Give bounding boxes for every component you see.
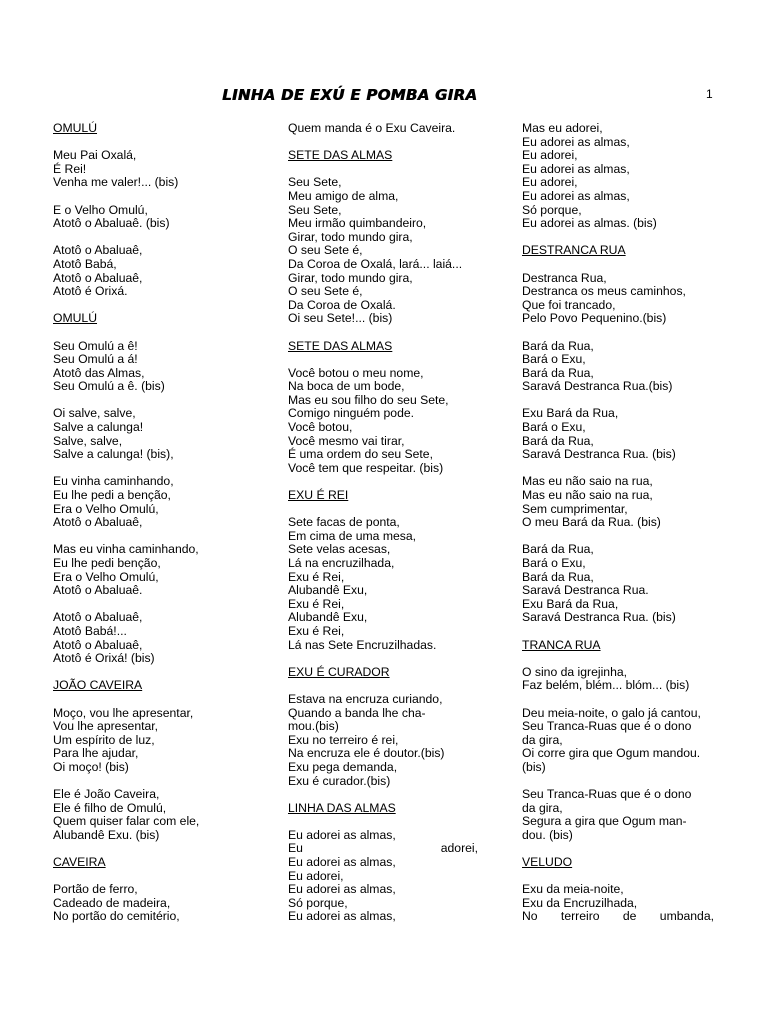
text-column-3 xyxy=(522,122,714,938)
verse-stanza xyxy=(522,666,714,693)
verse-stanza xyxy=(53,883,241,924)
verse-line: Eu adorei, xyxy=(522,148,578,163)
verse-line: Salve a calunga! (bis), xyxy=(53,447,174,462)
verse-line: O sino da igrejinha, xyxy=(522,664,628,679)
verse-line: Mas eu não saio na rua, xyxy=(522,488,653,503)
verse-line: Seu Omulú a á! xyxy=(53,352,138,367)
verse-line: Seu Omulú a ê. (bis) xyxy=(53,379,165,394)
verse-line: Atotô o Abaluaê. xyxy=(53,583,143,598)
verse-line: Eu adorei as almas, xyxy=(522,134,630,149)
song-heading: EXU É REI xyxy=(288,488,349,503)
song-heading: OMULÚ xyxy=(53,311,98,326)
verse-stanza xyxy=(53,543,241,597)
verse-line: Sete facas de ponta, xyxy=(288,515,400,530)
page-number: 1 xyxy=(706,87,713,101)
verse-line: Da Coroa de Oxalá, lará... laiá... xyxy=(288,256,463,271)
verse-stanza xyxy=(53,149,241,190)
verse-line: O seu Sete é, xyxy=(288,284,363,299)
verse-line: Bará da Rua, xyxy=(522,433,594,448)
verse-stanza xyxy=(522,340,714,394)
verse-line: Mas eu adorei, xyxy=(522,121,603,135)
verse-line: Da Coroa de Oxalá. xyxy=(288,297,396,312)
document-title: LINHA DE EXÚ E POMBA GIRA xyxy=(222,86,478,104)
verse-line: Você botou o meu nome, xyxy=(288,365,424,380)
verse-stanza xyxy=(53,204,241,231)
verse-stanza xyxy=(522,707,714,775)
verse-line: Salve a calunga! xyxy=(53,420,144,435)
verse-line: Exu é Rei, xyxy=(288,623,345,638)
text-column-1 xyxy=(53,122,241,938)
verse-stanza xyxy=(53,788,241,842)
verse-line: Atotô o Abaluaê, xyxy=(53,243,143,258)
verse-line: Destranca Rua, xyxy=(522,270,607,285)
song-heading: EXU É CURADOR xyxy=(288,664,390,679)
verse-line: No portão do cemitério, xyxy=(53,909,180,924)
verse-line: Salve, salve, xyxy=(53,433,123,448)
verse-line: Sete velas acesas, xyxy=(288,542,391,557)
verse-stanza xyxy=(522,122,714,231)
verse-line: (bis) xyxy=(522,759,546,774)
verse-line: Saravá Destranca Rua.(bis) xyxy=(522,379,673,394)
verse-line: Bará da Rua, xyxy=(522,338,594,353)
verse-line: Faz belém, blém... blóm... (bis) xyxy=(522,678,690,693)
verse-line: Eu adorei as almas, xyxy=(522,161,630,176)
verse-line: O meu Bará da Rua. (bis) xyxy=(522,515,661,530)
verse-line: Exu Bará da Rua, xyxy=(522,406,619,421)
verse-line: Atotô o Abaluaê, xyxy=(53,637,143,652)
verse-line: Bará da Rua, xyxy=(522,542,594,557)
verse-line: Eu adorei as almas. (bis) xyxy=(522,216,657,231)
verse-line: Alubandê Exu. (bis) xyxy=(53,827,160,842)
verse-line: Mas eu vinha caminhando, xyxy=(53,542,199,557)
verse-stanza xyxy=(288,176,478,326)
verse-line: Cadeado de madeira, xyxy=(53,895,171,910)
verse-line: Eu adorei as almas, xyxy=(288,909,396,924)
verse-line: Era o Velho Omulú, xyxy=(53,569,159,584)
verse-line: Segura a gira que Ogum man- xyxy=(522,814,687,829)
verse-line: Atotô o Abaluaê, xyxy=(53,270,143,285)
song-heading: SETE DAS ALMAS xyxy=(288,338,393,353)
verse-stanza xyxy=(53,611,241,665)
song-heading: OMULÚ xyxy=(53,121,98,135)
verse-line: Deu meia-noite, o galo já cantou, xyxy=(522,705,701,720)
verse-line: Atotô Babá!... xyxy=(53,623,127,638)
verse-line: Atotô é Orixá. xyxy=(53,284,128,299)
verse-line: Atotô Babá, xyxy=(53,256,117,271)
verse-line: Bará da Rua, xyxy=(522,569,594,584)
verse-line: Seu Omulú a ê! xyxy=(53,338,138,353)
verse-line: Eu lhe pedi benção, xyxy=(53,556,161,570)
verse-line: Oi seu Sete!... (bis) xyxy=(288,311,393,326)
song-heading: SETE DAS ALMAS xyxy=(288,148,393,163)
verse-stanza xyxy=(53,340,241,394)
verse-line: Quem manda é o Exu Caveira. xyxy=(288,121,456,135)
verse-line: Estava na encruza curiando, xyxy=(288,691,443,706)
verse-line: Você botou, xyxy=(288,420,353,435)
verse-line: Alubandê Exu, xyxy=(288,583,368,598)
verse-line: mou.(bis) xyxy=(288,719,339,734)
verse-line: Atotô o Abaluaê. (bis) xyxy=(53,216,170,231)
verse-line: Mas eu não saio na rua, xyxy=(522,474,653,489)
verse-line: Oi corre gira que Ogum mandou. xyxy=(522,746,701,761)
verse-line: Girar, todo mundo gira, xyxy=(288,229,413,244)
verse-line: dou. (bis) xyxy=(522,827,573,842)
verse-line: Eu adorei, xyxy=(522,175,578,190)
verse-line: Só porque, xyxy=(522,202,582,217)
verse-line: Mas eu sou filho do seu Sete, xyxy=(288,392,449,407)
verse-line: Vou lhe apresentar, xyxy=(53,719,159,734)
verse-stanza xyxy=(288,122,478,136)
verse-line: Meu amigo de alma, xyxy=(288,188,399,203)
verse-line: Eu adorei as almas, xyxy=(288,855,396,870)
verse-line: Portão de ferro, xyxy=(53,882,138,897)
verse-line: Saravá Destranca Rua. (bis) xyxy=(522,447,676,462)
song-heading: DESTRANCA RUA xyxy=(522,243,626,258)
verse-line: Eu adorei as almas, xyxy=(288,882,396,897)
verse-line: Bará o Exu, xyxy=(522,352,586,367)
verse-line: Sem cumprimentar, xyxy=(522,501,628,516)
verse-line: Ele é João Caveira, xyxy=(53,787,160,802)
verse-line: Na encruza ele é doutor.(bis) xyxy=(288,746,445,761)
verse-line: Oi salve, salve, xyxy=(53,406,136,421)
verse-line: Em cima de uma mesa, xyxy=(288,528,417,543)
verse-stanza xyxy=(53,707,241,775)
verse-line: É uma ordem do seu Sete, xyxy=(288,447,433,462)
verse-line: Quem quiser falar com ele, xyxy=(53,814,200,829)
verse-line: Moço, vou lhe apresentar, xyxy=(53,705,194,720)
verse-line: Na boca de um bode, xyxy=(288,379,405,394)
verse-stanza xyxy=(522,407,714,461)
verse-line: Alubandê Exu, xyxy=(288,610,368,625)
verse-line: Eu vinha caminhando, xyxy=(53,474,174,489)
verse-line: Você mesmo vai tirar, xyxy=(288,433,405,448)
verse-line: Você tem que respeitar. (bis) xyxy=(288,460,444,475)
verse-line: Atotô o Abaluaê, xyxy=(53,515,143,530)
verse-line: Só porque, xyxy=(288,895,348,910)
verse-line: Girar, todo mundo gira, xyxy=(288,270,413,285)
verse-line: da gira, xyxy=(522,732,563,747)
text-column-2 xyxy=(288,122,478,938)
verse-line: Seu Tranca-Ruas que é o dono xyxy=(522,719,692,734)
song-heading: CAVEIRA xyxy=(53,855,106,870)
verse-line: Exu é Rei, xyxy=(288,596,345,611)
verse-line: Exu da meia-noite, xyxy=(522,882,624,897)
verse-line: Ele é filho de Omulú, xyxy=(53,800,167,815)
verse-line: Que foi trancado, xyxy=(522,297,616,312)
verse-line: Eu adorei, xyxy=(288,841,478,856)
verse-line: E o Velho Omulú, xyxy=(53,202,148,217)
song-heading: VELUDO xyxy=(522,855,573,870)
verse-line: Exu é curador.(bis) xyxy=(288,773,391,788)
verse-stanza xyxy=(53,244,241,298)
verse-line: Era o Velho Omulú, xyxy=(53,501,159,516)
verse-line: Lá na encruzilhada, xyxy=(288,556,395,570)
verse-line: Saravá Destranca Rua. (bis) xyxy=(522,610,676,625)
verse-line: O seu Sete é, xyxy=(288,243,363,258)
song-heading: JOÃO CAVEIRA xyxy=(53,678,143,693)
verse-line: Atotô das Almas, xyxy=(53,365,145,380)
verse-stanza xyxy=(522,272,714,326)
verse-line: Um espírito de luz, xyxy=(53,732,155,747)
verse-line: Seu Tranca-Ruas que é o dono xyxy=(522,787,692,802)
verse-line: Exu da Encruzilhada, xyxy=(522,895,638,910)
song-heading: TRANCA RUA xyxy=(522,637,601,652)
verse-stanza xyxy=(522,788,714,842)
verse-line: Meu irmão quimbandeiro, xyxy=(288,216,427,231)
verse-line: Seu Sete, xyxy=(288,202,342,217)
verse-line: Exu é Rei, xyxy=(288,569,345,584)
verse-line: Saravá Destranca Rua. xyxy=(522,583,649,598)
verse-stanza xyxy=(522,475,714,529)
verse-line: Comigo ninguém pode. xyxy=(288,406,415,421)
verse-stanza xyxy=(53,475,241,529)
verse-line: Quando a banda lhe cha- xyxy=(288,705,426,720)
verse-line: É Rei! xyxy=(53,161,87,176)
verse-line: Meu Pai Oxalá, xyxy=(53,148,137,163)
verse-line: Para lhe ajudar, xyxy=(53,746,139,761)
verse-line: Seu Sete, xyxy=(288,175,342,190)
song-heading: LINHA DAS ALMAS xyxy=(288,800,396,815)
verse-line: Eu adorei, xyxy=(288,868,344,883)
verse-line: No terreiro de umbanda, xyxy=(522,909,714,924)
verse-line: Destranca os meus caminhos, xyxy=(522,284,686,299)
verse-line: Eu lhe pedi a benção, xyxy=(53,488,171,503)
verse-line: Bará da Rua, xyxy=(522,365,594,380)
verse-line: Pelo Povo Pequenino.(bis) xyxy=(522,311,667,326)
verse-line: Eu adorei as almas, xyxy=(522,188,630,203)
verse-line: Exu no terreiro é rei, xyxy=(288,732,399,747)
verse-stanza xyxy=(522,543,714,625)
verse-line: Eu adorei as almas, xyxy=(288,827,396,842)
verse-line: Exu pega demanda, xyxy=(288,759,398,774)
verse-stanza xyxy=(288,693,478,788)
verse-stanza xyxy=(288,516,478,652)
verse-line: Atotô é Orixá! (bis) xyxy=(53,651,155,666)
verse-line: da gira, xyxy=(522,800,563,815)
verse-line: Lá nas Sete Encruzilhadas. xyxy=(288,637,437,652)
verse-stanza xyxy=(288,367,478,476)
verse-line: Oi moço! (bis) xyxy=(53,759,129,774)
verse-line: Exu Bará da Rua, xyxy=(522,596,619,611)
verse-line: Bará o Exu, xyxy=(522,556,586,570)
verse-line: Venha me valer!... (bis) xyxy=(53,175,179,190)
verse-line: Bará o Exu, xyxy=(522,420,586,435)
verse-stanza xyxy=(288,829,478,924)
verse-stanza xyxy=(53,407,241,461)
verse-line: Atotô o Abaluaê, xyxy=(53,610,143,625)
verse-stanza xyxy=(522,883,714,924)
